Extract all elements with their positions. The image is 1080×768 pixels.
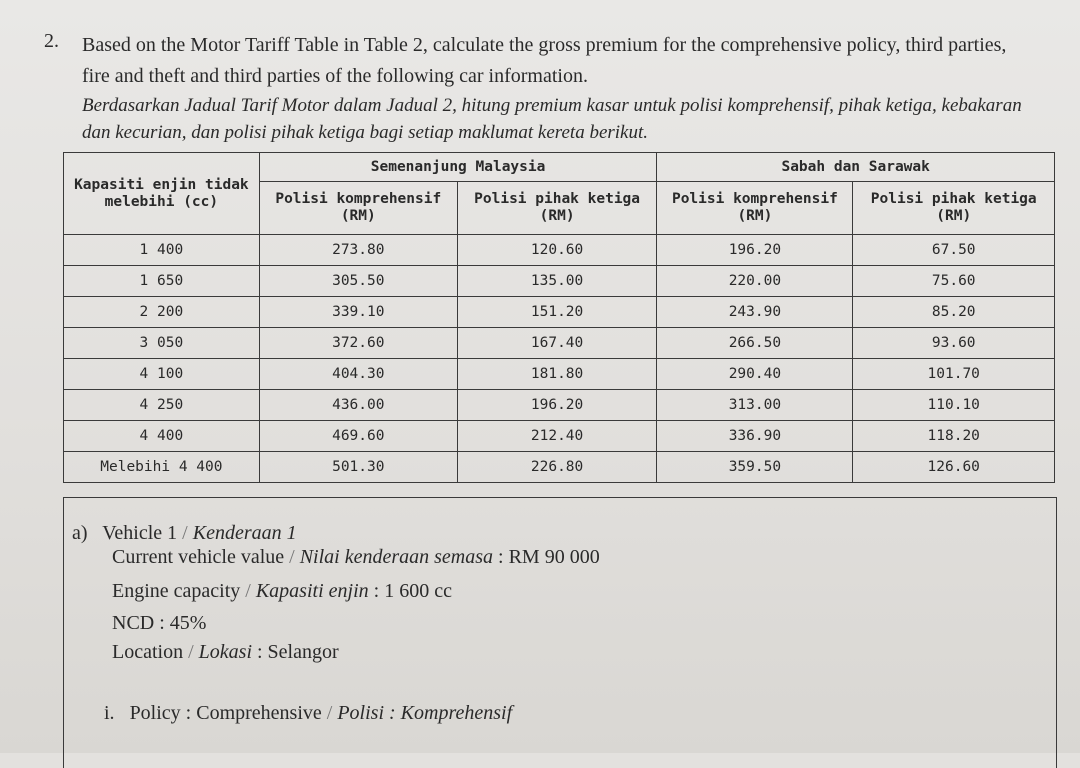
ncd-line: [112, 612, 206, 635]
vehicle-title: a) Vehicle 1 / Kenderaan 1: [72, 522, 297, 544]
premium-cell: 266.50: [657, 328, 853, 359]
question-text-malay: Berdasarkan Jadual Tarif Motor dalam Jadual 2, hitung premium kasar untuk polisi komprehensif, pihak ketiga, kebakaran dan kecurian, dan polisi pihak ketiga bagi setiap maklumat kereta berikut.: [82, 95, 1022, 143]
capacity-cell: Melebihi 4 400: [64, 452, 260, 483]
premium-cell: 118.20: [853, 421, 1055, 452]
premium-cell: 372.60: [259, 328, 457, 359]
capacity-cell: 2 200: [64, 297, 260, 328]
premium-cell: 75.60: [853, 266, 1055, 297]
premium-cell: 436.00: [259, 390, 457, 421]
premium-cell: 273.80: [259, 235, 457, 266]
table-row: [64, 452, 1055, 483]
premium-cell: 212.40: [457, 421, 657, 452]
capacity-cell: 1 650: [64, 266, 260, 297]
vehicle-title-en: Vehicle 1: [102, 522, 178, 544]
premium-cell: 101.70: [853, 359, 1055, 390]
region-peninsular-header: Semenanjung Malaysia: [259, 153, 657, 182]
location-line: Location / Lokasi : Selangor: [112, 641, 339, 663]
capacity-cell: 3 050: [64, 328, 260, 359]
capacity-cell: 1 400: [64, 235, 260, 266]
table-row: [64, 235, 1055, 266]
motor-tariff-table: [63, 152, 1055, 483]
premium-cell: 85.20: [853, 297, 1055, 328]
premium-cell: 196.20: [457, 390, 657, 421]
capacity-cell: 4 250: [64, 390, 260, 421]
ncd-value: : 45%: [159, 612, 207, 634]
value-label-en: Current vehicle value: [112, 546, 285, 568]
policy-en: Policy : Comprehensive: [129, 702, 322, 724]
table-row: [64, 328, 1055, 359]
question-text-english: Based on the Motor Tariff Table in Table 2, calculate the gross premium for the comprehensive policy, third parties, fire and theft and third parties of the following car information.: [82, 34, 1007, 87]
premium-cell: 93.60: [853, 328, 1055, 359]
sub-header-comprehensive-sabah: Polisi komprehensif (RM): [657, 182, 853, 235]
policy-ms: Polisi : Komprehensif: [337, 702, 513, 724]
region-sabah-sarawak-header: Sabah dan Sarawak: [657, 153, 1055, 182]
vehicle-value-line: Current vehicle value / Nilai kenderaan semasa : RM 90 000: [112, 546, 600, 568]
table-row: [64, 297, 1055, 328]
table-row: [64, 390, 1055, 421]
premium-cell: 290.40: [657, 359, 853, 390]
vehicle-title-ms: Kenderaan 1: [192, 522, 297, 544]
policy-number: i.: [104, 702, 115, 724]
part-label: a): [72, 522, 88, 544]
sub-header-third-party-sabah: Polisi pihak ketiga (RM): [853, 182, 1055, 235]
engine-label-ms: Kapasiti enjin: [255, 580, 369, 602]
capacity-cell: 4 100: [64, 359, 260, 390]
table-row: [64, 359, 1055, 390]
premium-cell: 120.60: [457, 235, 657, 266]
policy-line: i. Policy : Comprehensive / Polisi : Komprehensif: [104, 702, 513, 724]
sub-header-comprehensive-peninsular: Polisi komprehensif (RM): [259, 182, 457, 235]
engine-capacity-line: Engine capacity / Kapasiti enjin : 1 600 cc: [112, 580, 452, 602]
question-number: 2.: [44, 30, 59, 52]
premium-cell: 313.00: [657, 390, 853, 421]
premium-cell: 336.90: [657, 421, 853, 452]
premium-cell: 469.60: [259, 421, 457, 452]
engine-label-en: Engine capacity: [112, 580, 241, 602]
premium-cell: 226.80: [457, 452, 657, 483]
premium-cell: 181.80: [457, 359, 657, 390]
sub-header-third-party-peninsular: Polisi pihak ketiga (RM): [457, 182, 657, 235]
capacity-header: Kapasiti enjin tidak melebihi (cc): [64, 153, 260, 235]
premium-cell: 126.60: [853, 452, 1055, 483]
premium-cell: 404.30: [259, 359, 457, 390]
location-label-ms: Lokasi: [198, 641, 252, 663]
vehicle-value: : RM 90 000: [498, 546, 600, 568]
premium-cell: 110.10: [853, 390, 1055, 421]
premium-cell: 220.00: [657, 266, 853, 297]
premium-cell: 67.50: [853, 235, 1055, 266]
premium-cell: 135.00: [457, 266, 657, 297]
premium-cell: 305.50: [259, 266, 457, 297]
table-row: [64, 421, 1055, 452]
ncd-label: NCD: [112, 612, 155, 634]
vehicle-info-box: [63, 497, 1057, 768]
capacity-cell: 4 400: [64, 421, 260, 452]
table-row: [64, 266, 1055, 297]
premium-cell: 196.20: [657, 235, 853, 266]
premium-cell: 243.90: [657, 297, 853, 328]
premium-cell: 151.20: [457, 297, 657, 328]
location-value: : Selangor: [257, 641, 339, 663]
premium-cell: 501.30: [259, 452, 457, 483]
value-label-ms: Nilai kenderaan semasa: [299, 546, 494, 568]
location-label-en: Location: [112, 641, 184, 663]
premium-cell: 167.40: [457, 328, 657, 359]
premium-cell: 339.10: [259, 297, 457, 328]
premium-cell: 359.50: [657, 452, 853, 483]
engine-capacity: : 1 600 cc: [373, 580, 452, 602]
